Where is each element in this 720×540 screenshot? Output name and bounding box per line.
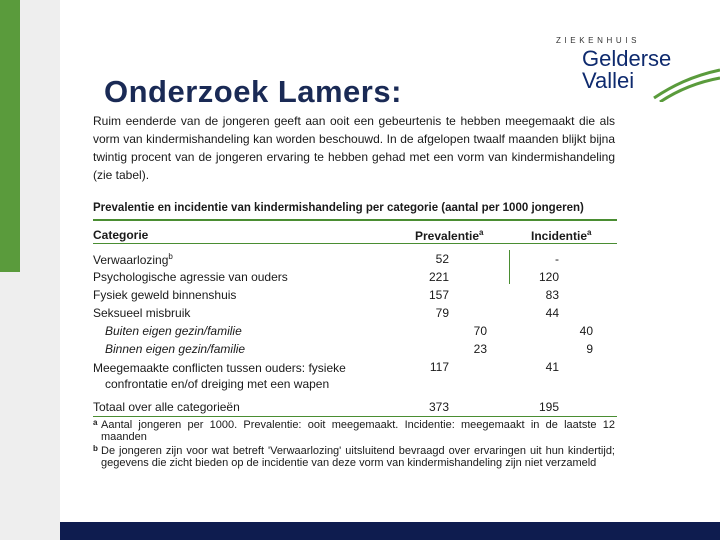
row-incidence: 83 bbox=[545, 288, 559, 302]
header-rule bbox=[93, 243, 617, 244]
row-category: Meegemaakte conflicten tussen ouders: fysieke confrontatie en/of dreiging met een wapen bbox=[93, 361, 346, 391]
table-title: Prevalentie en incidentie van kindermishandeling per categorie (aantal per 1000 jongeren) bbox=[93, 202, 584, 214]
row-prevalence: 117 bbox=[429, 360, 449, 374]
table-subrow bbox=[93, 342, 617, 360]
table-subrow bbox=[93, 324, 617, 342]
row-prevalence: 52 bbox=[435, 252, 449, 266]
row-prevalence: 23 bbox=[473, 342, 487, 356]
hospital-logo bbox=[548, 36, 720, 98]
row-category: Psychologische agressie van ouders bbox=[93, 270, 288, 284]
row-prevalence: 79 bbox=[435, 306, 449, 320]
logo-name-line1: Gelderse bbox=[582, 46, 672, 71]
table-row bbox=[93, 360, 617, 394]
header-category: Categorie bbox=[93, 228, 149, 242]
row-category: Fysiek geweld binnenshuis bbox=[93, 288, 237, 302]
header-incidence: Incidentie$^a$ bbox=[531, 228, 592, 243]
table-row bbox=[93, 252, 617, 270]
footnote: a Aantal jongeren per 1000. Prevalentie: ooit meegemaakt. Incidentie: meegemaakt in de laatste 12 maanden bbox=[93, 418, 615, 443]
row-incidence: 195 bbox=[538, 400, 559, 414]
row-incidence: 120 bbox=[538, 270, 559, 284]
row-category: Verwaarlozing$^b$ bbox=[93, 252, 173, 267]
row-incidence: 44 bbox=[545, 306, 559, 320]
header-prevalence: Prevalentie$^a$ bbox=[415, 228, 484, 243]
row-category: Totaal over alle categorieën bbox=[93, 400, 240, 414]
slide-title: Onderzoek Lamers: bbox=[104, 74, 402, 109]
footnotes bbox=[93, 419, 615, 471]
row-prevalence: 157 bbox=[428, 288, 449, 302]
row-incidence: 40 bbox=[579, 324, 593, 338]
row-category: Buiten eigen gezin/familie bbox=[105, 324, 242, 338]
row-prevalence: 70 bbox=[473, 324, 487, 338]
table-top-rule bbox=[93, 219, 617, 221]
row-incidence: 9 bbox=[586, 342, 593, 356]
row-prevalence: 373 bbox=[428, 400, 449, 414]
row-prevalence: 221 bbox=[428, 270, 449, 284]
table-row bbox=[93, 288, 617, 306]
row-category: Seksueel misbruik bbox=[93, 306, 191, 320]
row-incidence: 41 bbox=[545, 360, 559, 374]
row-category: Binnen eigen gezin/familie bbox=[105, 342, 246, 356]
table-row bbox=[93, 306, 617, 324]
logo-swoosh-icon bbox=[652, 58, 720, 102]
logo-small-text: ZIEKENHUIS bbox=[556, 36, 641, 45]
green-accent-bar bbox=[0, 0, 20, 272]
document-scan bbox=[93, 112, 617, 490]
logo-name-line2: Vallei bbox=[582, 68, 635, 93]
row-incidence: - bbox=[555, 252, 559, 266]
footnote: b De jongeren zijn voor wat betreft 'Verwaarlozing' uitsluitend bevraagd over ervaringen uit hun kindertijd; gegevens die zicht bieden op de incidentie van deze vorm van kindermishandeling zijn niet verzameld bbox=[93, 444, 615, 469]
intro-paragraph: Ruim eenderde van de jongeren geeft aan ooit een gebeurtenis te hebben meegemaakt die als vorm van kindermishandeling kan worden beschouwd. In de afgelopen twaalf maanden blijkt bijna twintig procent van de jongeren ervaring te hebben gehad met een vorm van kindermishandeling (zie tabel). bbox=[93, 114, 615, 182]
table-row bbox=[93, 270, 617, 288]
bottom-navy-bar bbox=[60, 522, 720, 540]
table-bottom-rule bbox=[93, 416, 617, 417]
